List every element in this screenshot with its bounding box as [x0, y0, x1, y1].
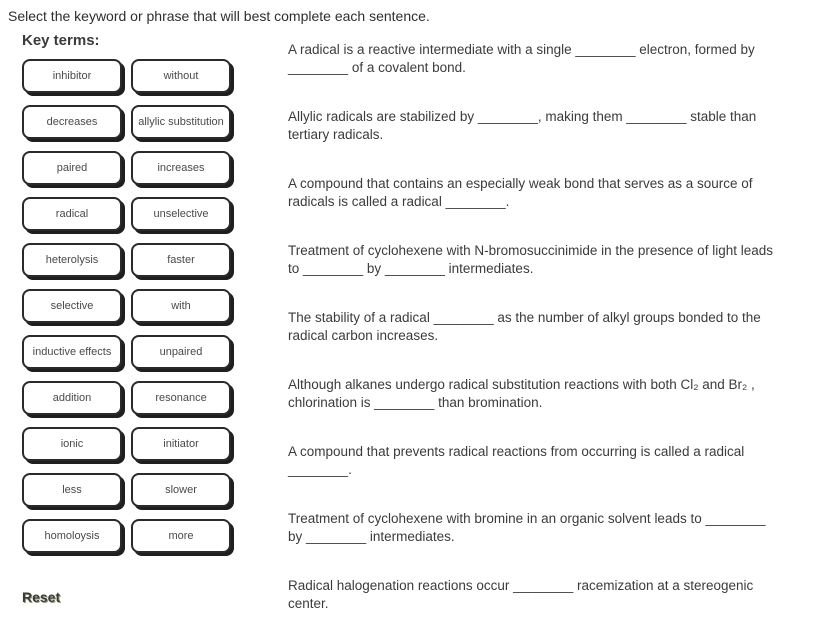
sentence-item: The stability of a radical ________ as the number of alkyl groups bonded to the radical carbon increases.	[288, 310, 761, 344]
instruction-text: Select the keyword or phrase that will best complete each sentence.	[8, 8, 430, 24]
sentence-item: A compound that prevents radical reactions from occurring is called a radical ________.	[288, 444, 745, 478]
sentence-item: A compound that contains an especially weak bond that serves as a source of radicals is called a radical ________.	[288, 176, 753, 210]
sentence-item: Treatment of cyclohexene with N-bromosuccinimide in the presence of light leads to ________ by ________ intermediates.	[288, 243, 773, 277]
term-resonance[interactable]: resonance	[131, 381, 231, 415]
term-without[interactable]: without	[131, 59, 231, 93]
term-inductive-effects[interactable]: inductive effects	[22, 335, 122, 369]
term-increases[interactable]: increases	[131, 151, 231, 185]
sentences-panel	[288, 24, 816, 627]
sentence-item: Treatment of cyclohexene with bromine in an organic solvent leads to ________ by ________ intermediates.	[288, 511, 766, 545]
sentence-item: Allylic radicals are stabilized by ________, making them ________ stable than tertiary radicals.	[288, 109, 757, 143]
term-allylic-substitution[interactable]: allylic substitution	[131, 105, 231, 139]
term-radical[interactable]: radical	[22, 197, 122, 231]
term-less[interactable]: less	[22, 473, 122, 507]
sentence-item: Radical halogenation reactions occur ________ racemization at a stereogenic center.	[288, 578, 754, 612]
term-heterolysis[interactable]: heterolysis	[22, 243, 122, 277]
term-addition[interactable]: addition	[22, 381, 122, 415]
term-ionic[interactable]: ionic	[22, 427, 122, 461]
term-initiator[interactable]: initiator	[131, 427, 231, 461]
term-selective[interactable]: selective	[22, 289, 122, 323]
sentence-item: A radical is a reactive intermediate with a single ________ electron, formed by ________ of a covalent bond.	[288, 42, 755, 76]
main-content	[0, 24, 816, 627]
terms-grid	[22, 59, 288, 553]
key-terms-heading: Key terms:	[22, 32, 100, 49]
term-unselective[interactable]: unselective	[131, 197, 231, 231]
term-paired[interactable]: paired	[22, 151, 122, 185]
term-homoloysis[interactable]: homoloysis	[22, 519, 122, 553]
term-faster[interactable]: faster	[131, 243, 231, 277]
term-unpaired[interactable]: unpaired	[131, 335, 231, 369]
term-inhibitor[interactable]: inhibitor	[22, 59, 122, 93]
key-terms-panel	[0, 24, 288, 607]
term-decreases[interactable]: decreases	[22, 105, 122, 139]
reset-button[interactable]: Reset	[22, 589, 61, 605]
sentence-item: Although alkanes undergo radical substitution reactions with both Cl₂ and Br₂ , chlorination is ________ than bromination.	[288, 377, 755, 411]
term-slower[interactable]: slower	[131, 473, 231, 507]
term-more[interactable]: more	[131, 519, 231, 553]
term-with[interactable]: with	[131, 289, 231, 323]
